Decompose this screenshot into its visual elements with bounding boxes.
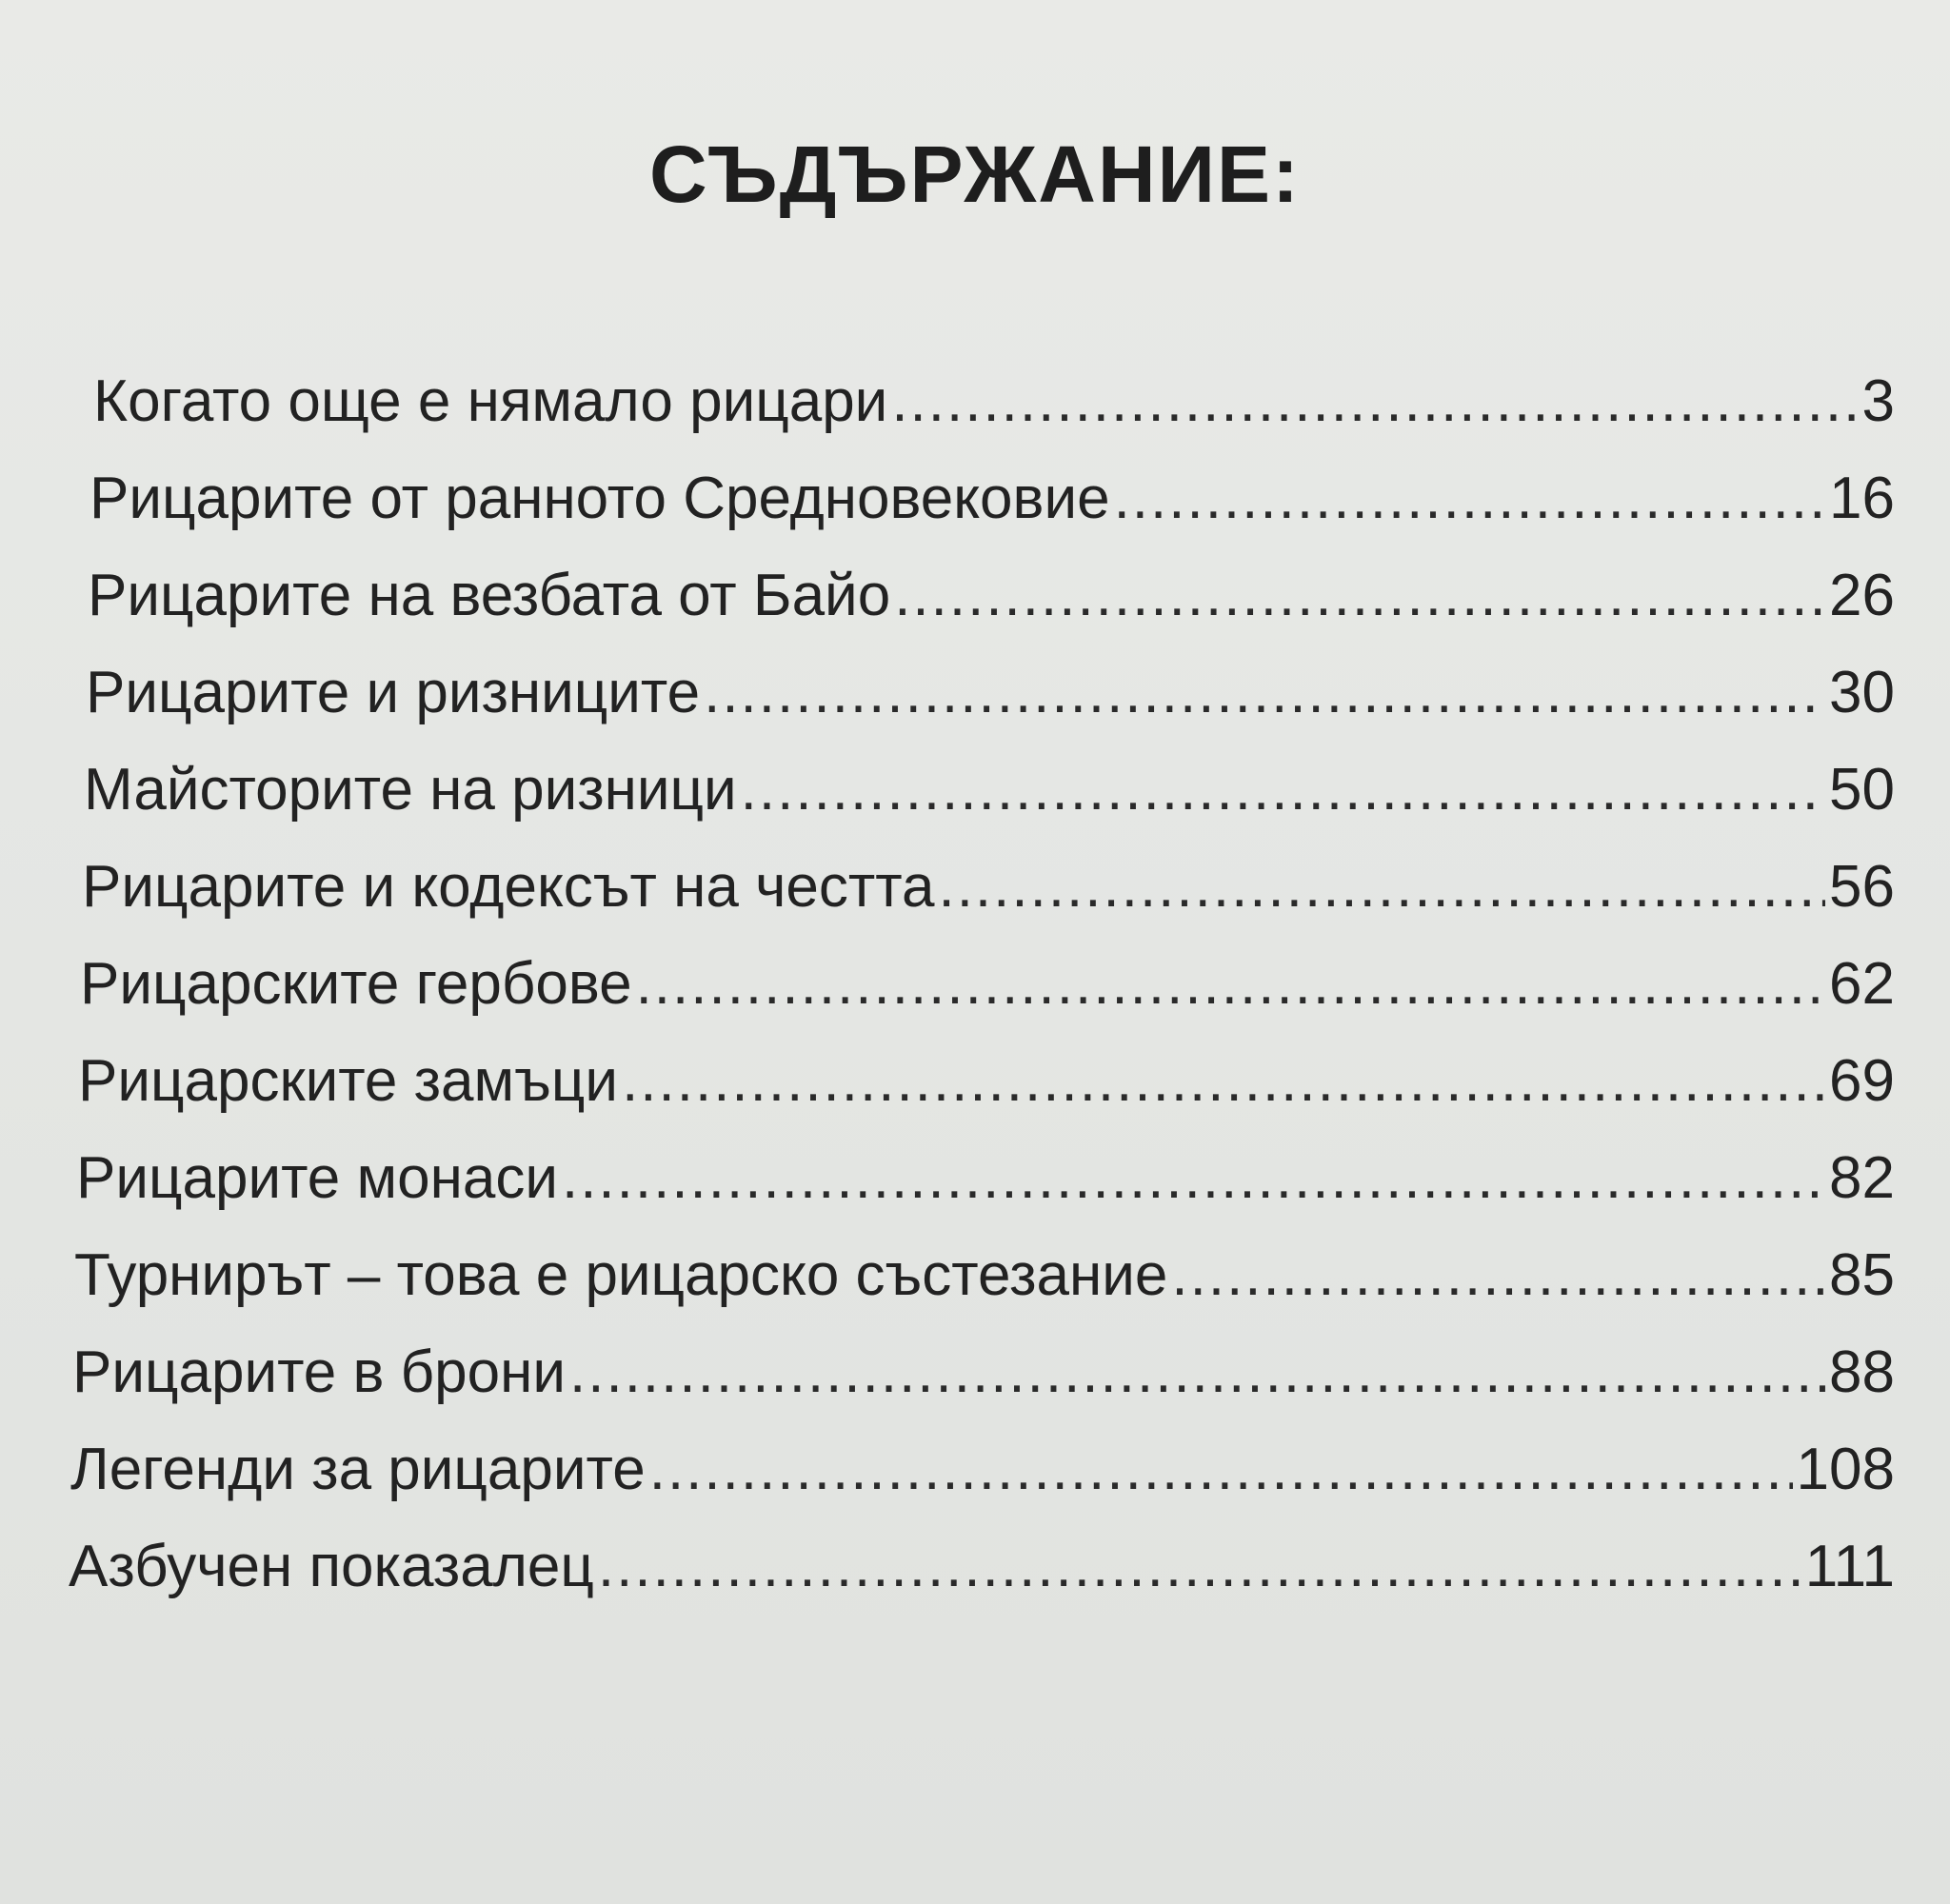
toc-entry-page: 69 <box>1829 1048 1895 1114</box>
toc-entry-title: Рицарите на везбата от Байо <box>88 563 891 628</box>
toc-entry <box>84 726 1895 823</box>
toc-entry-title: Рицарите и кодексът на честта <box>82 854 935 920</box>
dot-leader <box>569 1339 1825 1406</box>
toc-entry-page: 50 <box>1829 757 1895 823</box>
toc-entry-title: Рицарските замъци <box>78 1048 619 1114</box>
toc-entry <box>88 532 1895 629</box>
toc-entry <box>74 1212 1895 1309</box>
toc-entry-title: Азбучен показалец <box>69 1534 594 1599</box>
page-title: СЪДЪРЖАНИЕ: <box>648 129 1302 219</box>
dot-leader <box>598 1533 1801 1600</box>
toc-entry-page: 108 <box>1796 1437 1895 1502</box>
toc-entry <box>69 1503 1895 1600</box>
dot-leader <box>1171 1241 1825 1309</box>
toc-entry-title: Рицарите от ранното Средновековие <box>90 466 1110 531</box>
toc-entry-page: 82 <box>1829 1145 1895 1211</box>
toc-entry-page: 30 <box>1829 660 1895 725</box>
toc-entry-title: Легенди за рицарите <box>70 1437 646 1502</box>
toc-entry-page: 26 <box>1829 563 1895 628</box>
dot-leader <box>741 756 1825 823</box>
toc-entry-title: Когато още е нямало рицари <box>93 368 888 434</box>
toc-entry-page: 85 <box>1829 1242 1895 1308</box>
toc-entry <box>70 1406 1895 1503</box>
toc-entry <box>76 1115 1895 1212</box>
toc-entry-page: 16 <box>1829 466 1895 531</box>
toc-entry-page: 88 <box>1829 1339 1895 1405</box>
toc-entry <box>90 435 1895 532</box>
table-of-contents <box>67 338 1895 1600</box>
toc-entry-title: Рицарските гербове <box>80 951 632 1017</box>
toc-entry-title: Рицарите и ризниците <box>86 660 701 725</box>
toc-entry-title: Турнирът – това е рицарско състезание <box>74 1242 1168 1308</box>
dot-leader <box>649 1436 1793 1503</box>
dot-leader <box>622 1047 1825 1115</box>
dot-leader <box>894 562 1825 629</box>
dot-leader <box>562 1144 1825 1212</box>
toc-entry <box>72 1309 1895 1406</box>
toc-entry-page: 111 <box>1804 1534 1895 1599</box>
dot-leader <box>938 853 1825 921</box>
dot-leader <box>1114 465 1825 532</box>
toc-entry <box>86 629 1895 726</box>
toc-entry-page: 56 <box>1829 854 1895 920</box>
toc-entry-page: 3 <box>1861 368 1895 434</box>
toc-entry <box>80 921 1895 1018</box>
toc-entry-page: 62 <box>1829 951 1895 1017</box>
toc-entry-title: Рицарите монаси <box>76 1145 558 1211</box>
toc-entry-title: Майсторите на ризници <box>84 757 737 823</box>
toc-entry <box>82 823 1895 921</box>
dot-leader <box>704 659 1825 726</box>
toc-entry-title: Рицарите в брони <box>72 1339 567 1405</box>
toc-entry <box>78 1018 1895 1115</box>
dot-leader <box>636 950 1825 1018</box>
dot-leader <box>891 367 1858 435</box>
toc-entry <box>93 338 1895 435</box>
